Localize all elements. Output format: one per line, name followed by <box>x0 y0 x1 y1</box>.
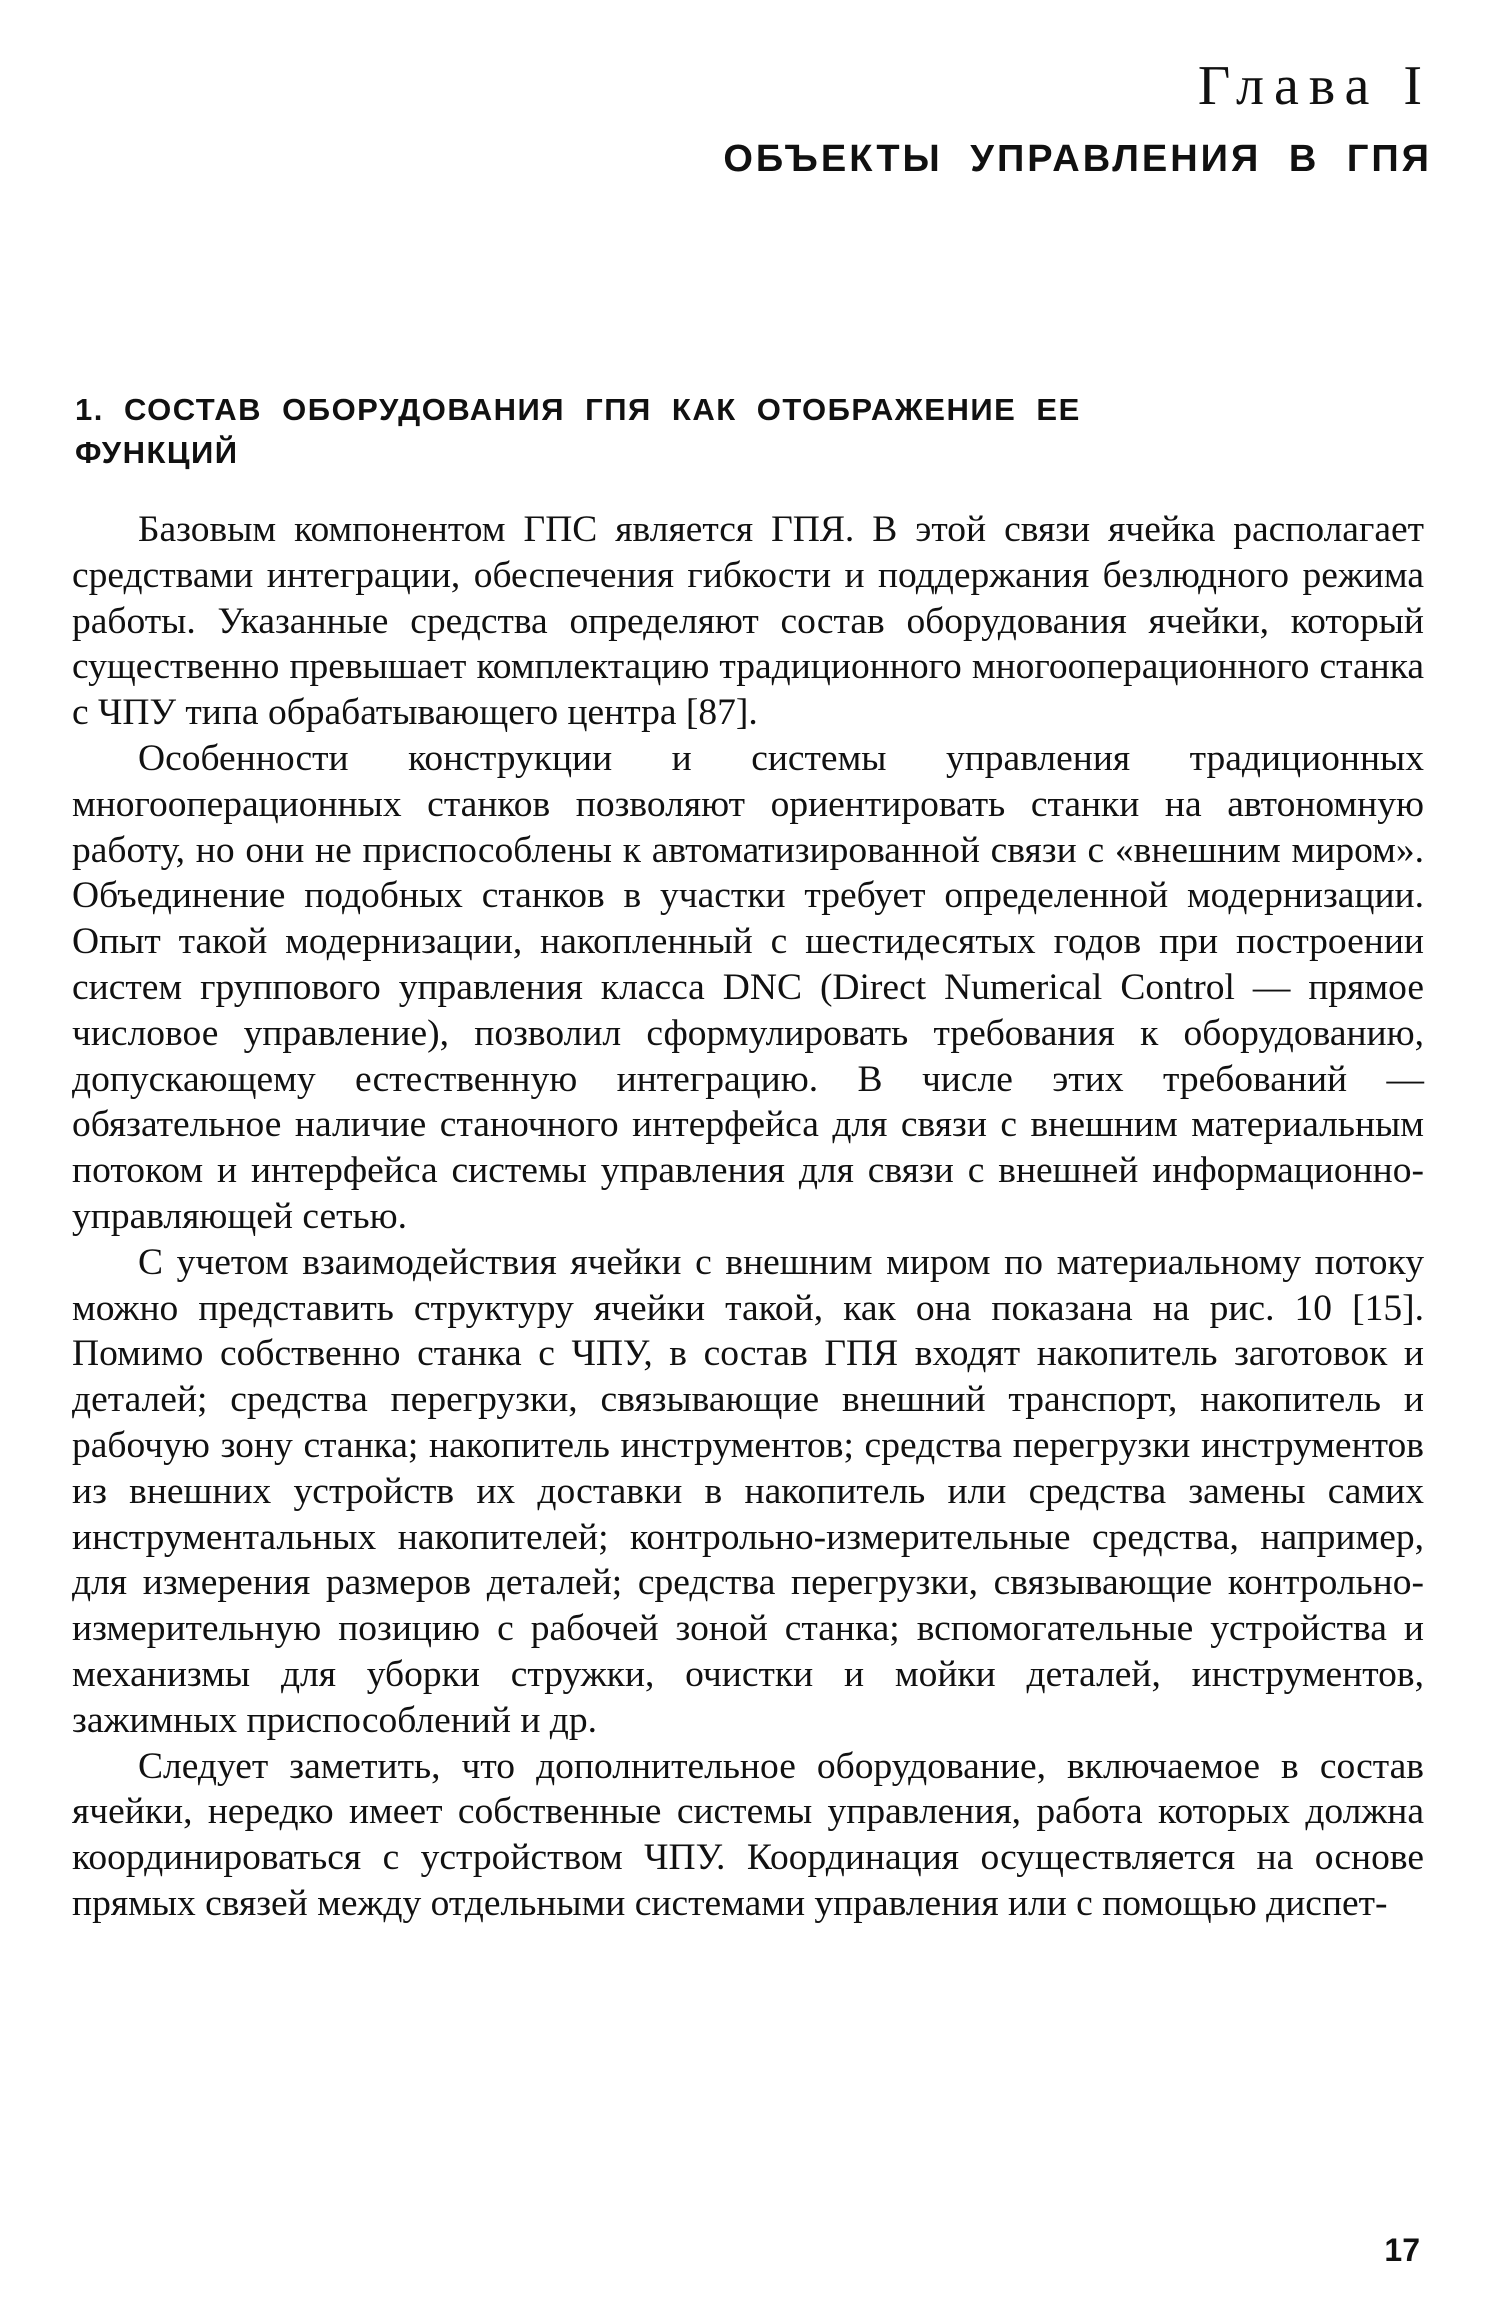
page-number: 17 <box>1384 2232 1420 2268</box>
chapter-title: ОБЪЕКТЫ УПРАВЛЕНИЯ В ГПЯ <box>723 138 1432 180</box>
section-title: 1. СОСТАВ ОБОРУДОВАНИЯ ГПЯ КАК ОТОБРАЖЕНИЕ ЕЕ ФУНКЦИЙ <box>75 392 1081 470</box>
paragraph-3: С учетом взаимодействия ячейки с внешним миром по материальному потоку можно представить структуру ячейки такой, как она показана на рис. 10 [15]. Помимо собственно станка с ЧПУ, в состав ГПЯ входят накопитель заготовок и деталей; средства перегрузки, связывающие внешний транспорт, накопитель и рабочую зону станка; накопитель инструментов; средства перегрузки инструментов из внешних устройств их доставки в накопитель или средства замены самих инструментальных накопителей; контрольно-измерительные средства, например, для измерения размеров деталей; средства перегрузки, связывающие контрольно-измерительную позицию с рабочей зоной станка; вспомогательные устройства и механизмы для уборки стружки, очистки и мойки деталей, инструментов, зажимных приспособлений и др. <box>72 1241 1424 1741</box>
paragraph-1: Базовым компонентом ГПС является ГПЯ. В этой связи ячейка располагает средствами интеграции, обеспечения гибкости и поддержания безлюдного режима работы. Указанные средства определяют состав оборудования ячейки, который существенно превышает комплектацию традиционного многооперационного станка с ЧПУ типа обрабатывающего центра [87]. <box>72 509 1424 734</box>
body-text <box>72 507 1424 1927</box>
chapter-label: Глава I <box>1197 55 1432 117</box>
paragraph-2: Особенности конструкции и системы управления традиционных многооперационных станков позволяют ориентировать станки на автономную работу, но они не приспособлены к автоматизированной связи с «внешним миром». Объединение подобных станков в участки требует определенной модернизации. Опыт такой модернизации, накопленный с шестидесятых годов при построении систем группового управления класса DNC (Direct Numerical Control — прямое числовое управление), позволил сформулировать требования к оборудованию, допускающему естественную интеграцию. В числе этих требований — обязательное наличие станочного интерфейса для связи с внешним материальным потоком и интерфейса системы управления для связи с внешней информационно-управляющей сетью. <box>72 737 1424 1237</box>
paragraph-4: Следует заметить, что дополнительное оборудование, включаемое в состав ячейки, нередко имеет собственные системы управления, работа которых должна координироваться с устройством ЧПУ. Координация осуществляется на основе прямых связей между отдельными системами управления или с помощью диспет- <box>72 1745 1424 1924</box>
